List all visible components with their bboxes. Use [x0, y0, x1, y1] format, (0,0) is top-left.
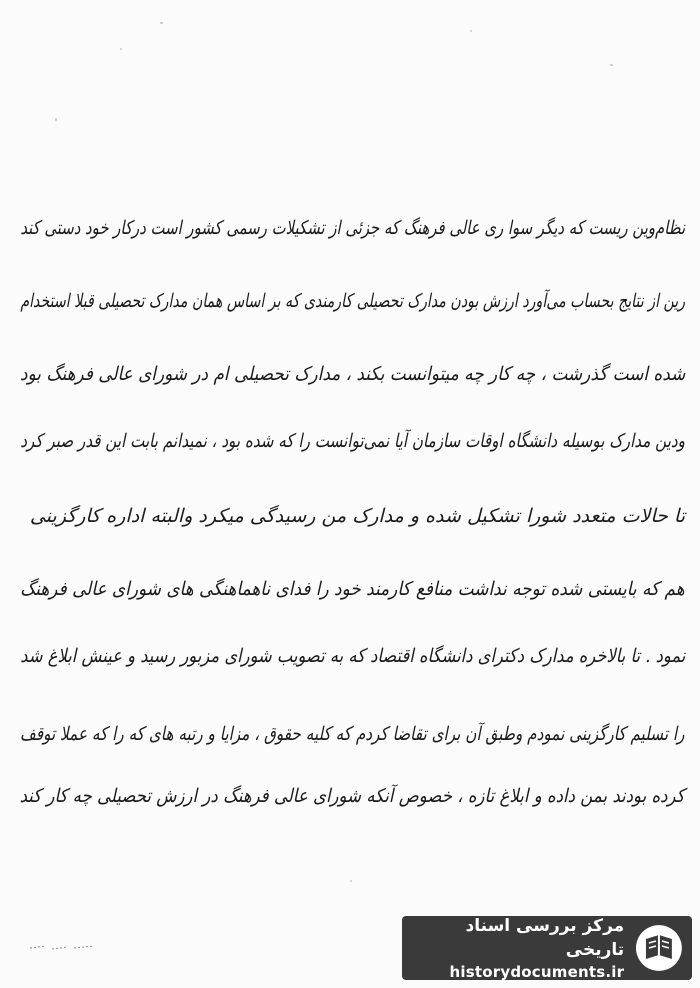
scan-speck	[350, 880, 352, 882]
archive-watermark	[402, 916, 692, 980]
watermark-url: historydocuments.ir	[449, 963, 625, 981]
letter-line-4: ودین مدارک بوسیله دانشگاه اوقات سازمان آیا نمی‌توانست را که شده بود ، نمیدانم بابت این قدر صبر کرد	[20, 430, 685, 452]
watermark-text	[402, 914, 624, 982]
letter-line-2: رین از نتایج بحساب می‌آورد ارزش بودن مدارک تحصیلی کارمندی که بر اساس همان مدارک تحصیلی قبلا استخدام	[20, 290, 685, 312]
scan-artifact-mark	[28, 940, 98, 954]
archive-book-logo-icon	[634, 923, 684, 973]
scan-speck	[55, 118, 57, 121]
scan-speck	[470, 30, 472, 32]
scan-speck	[120, 48, 122, 50]
letter-line-1: نظام‌وین ریست که دیگر سوا ری عالی فرهنگ که جزئی از تشکیلات رسمی کشور است درکار خود دستی کند	[20, 217, 685, 239]
scan-speck	[610, 64, 613, 66]
scan-speck	[160, 22, 163, 24]
letter-line-5: تا حالات متعدد شورا تشکیل شده و مدارک من رسیدگی میکرد والبته اداره کارگزینی	[29, 505, 685, 527]
letter-line-6: هم که بایستی شده توجه نداشت منافع کارمند خود را فدای ناهماهنگی های شورای عالی فرهنگ	[20, 578, 685, 600]
letter-line-8: را تسلیم کارگزینی نمودم وطبق آن برای تقاضا کردم که کلیه حقوق ، مزایا و رتبه های که را که عملا توقف	[20, 723, 685, 745]
watermark-title: مرکز بررسی اسناد تاریخی	[465, 916, 625, 960]
letter-line-3: شده است گذرشت ، چه کار چه میتوانست بکند ، مدارک تحصیلی ام در شورای عالی فرهنگ بود	[19, 363, 685, 385]
letter-line-7: نمود . تا بالاخره مدارک دکترای دانشگاه اقتصاد که به تصویب شورای مزبور رسید و عینش ابلاغ شد	[19, 645, 685, 667]
letter-line-9: کرده بودند بمن داده و ابلاغ تازه‌ ، خصوص آنکه شورای عالی فرهنگ در ارزش تحصیلی چه کار کند	[20, 785, 685, 807]
